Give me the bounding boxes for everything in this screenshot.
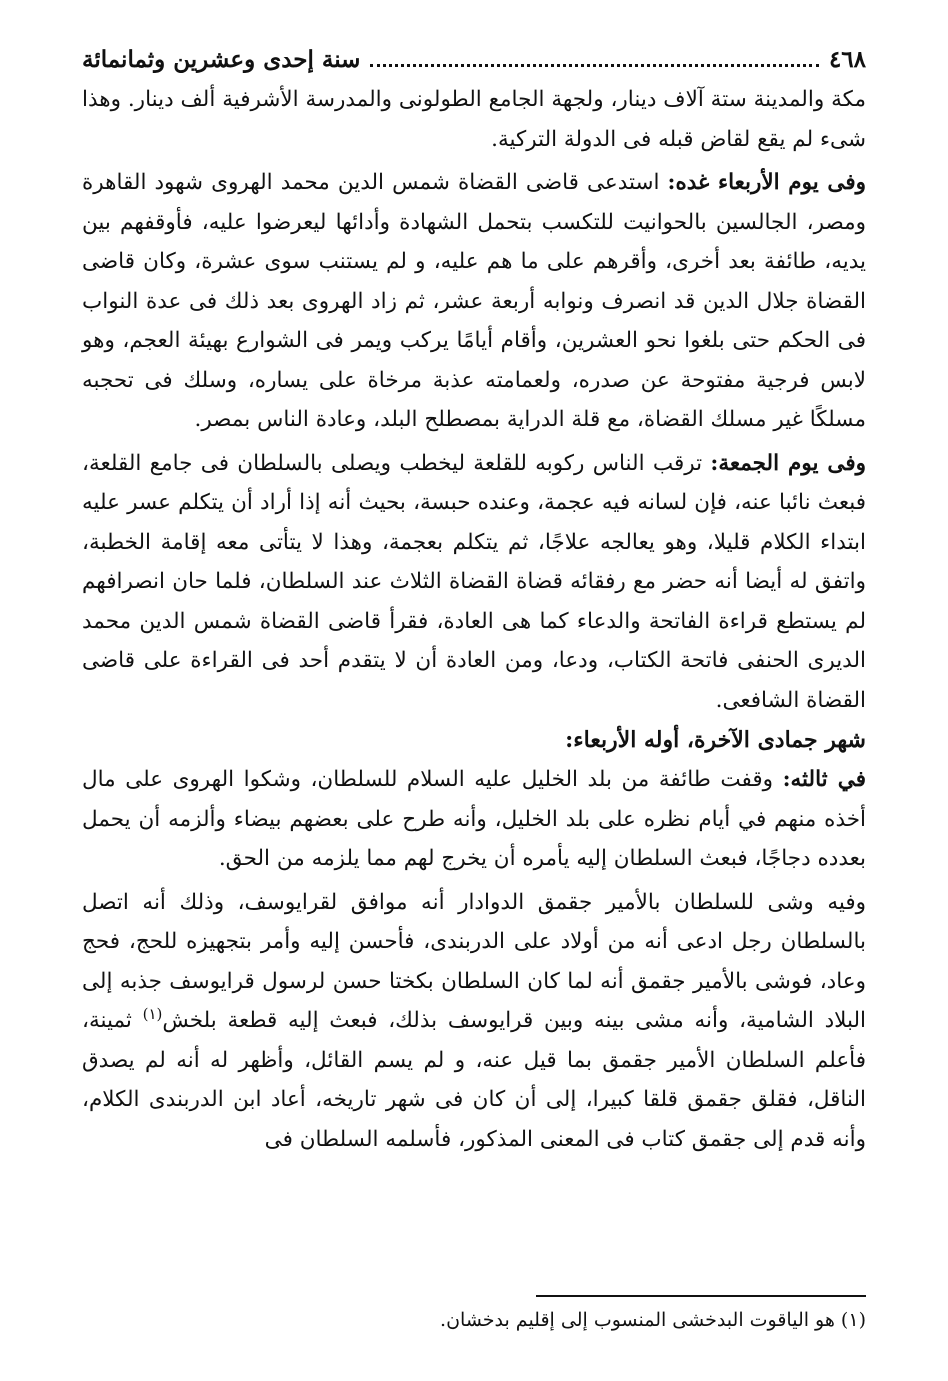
page-body [82,80,866,1159]
paragraph-text: استدعى قاضى القضاة شمس الدين محمد الهروى شهود القاهرة ومصر، الجالسين بالحوانيت للتكسب بتحمل الشهادة وأدائها ليعرضوا عليه، فأوقفهم بين يديه، طائفة بعد أخرى، وأقرهم على ما هم عليه، و لم يستنب سوى عشرة، وكان قاضى القضاة جلال الدين قد انصرف ونوابه أربعة عشر، ثم زاد الهروى بعد ذلك فى عدة النواب فى الحكم حتى بلغوا نحو العشرين، وأقام أيامًا يركب ويمر فى الشوارع بهيئة العجم، وهو لابس فرجية مفتوحة عن صدره، ولعمامته عذبة مرخاة على يساره، وسلك فى تحجبه مسلكًا غير مسلك القضاة، مع قلة الدراية بمصطلح البلد، وعادة الناس بمصر. [82,170,866,432]
paragraph-text: مكة والمدينة ستة آلاف دينار، ولجهة الجامع الطولونى والمدرسة الأشرفية ألف دينار. وهذا شىء لم يقع لقاض قبله فى الدولة التركية. [82,87,866,152]
footnote-divider [536,1295,866,1297]
paragraph-lead: وفى يوم الجمعة: [710,450,866,476]
header-dot-leader [370,64,818,67]
footnote-reference[interactable]: (١) [142,1004,163,1023]
paragraph-lead: وفى يوم الأربعاء غده: [667,170,866,195]
page-number: ٤٦٨ [828,46,866,73]
paragraph-text: ترقب الناس ركوبه للقلعة ليخطب ويصلى بالسلطان فى جامع القلعة، فبعث نائبا عنه، فإن لسانه فيه عجمة، وعنده حبسة، بحيث أنه إذا أراد أن يتكلم عسر عليه ابتداء الكلام قليلا، وهو يعالجه علاجًا، ثم يتكلم بعجمة، وهذا لا يتأتى معه إقامة الخطبة، واتفق له أيضا أنه حضر مع رفقائه قضاة القضاة الثلاث عند السلطان، فلما حان انصرافهم لم يستطع قراءة الفاتحة والدعاء كما هى العادة، فقرأ قاضى القضاة شمس الدين محمد الديرى الحنفى فاتحة الكتاب، ودعا، ومن العادة أن لا يتقدم أحد فى القراءة على قاضى القضاة الشافعى. [82,450,866,713]
paragraph [82,760,866,879]
paragraph-text: ثمينة، فأعلم السلطان الأمير جقمق بما قيل عنه، و لم يسم القائل، وأظهر له أنه لم يصدق الناقل، فقلق جقمق قلقا كبيرا، إلى أن كان فى شهر تاريخه، أعاد ابن الدربندى الكلام، وأنه قدم إلى جقمق كتاب فى المعنى المذكور، فأسلمه السلطان فى [82,1008,866,1152]
paragraph-lead: في ثالثه: [782,767,866,792]
paragraph-text: وقفت طائفة من بلد الخليل عليه السلام للسلطان، وشكوا الهروى على مال أخذه منهم في أيام نظره على بلد الخليل، وأنه طرح على بعضهم بيضاء وألزمه أن يحمل بعدده دجاجًا، فبعث السلطان إليه يأمره أن يخرج لهم مما يلزمه من الحق. [82,767,866,871]
running-title: سنة إحدى وعشرين وثمانمائة [82,46,361,73]
paragraph-text: وفيه وشى للسلطان بالأمير جقمق الدوادار أنه موافق لقرايوسف، وذلك أنه اتصل بالسلطان رجل ادعى أنه من أولاد على الدربندى، فأحسن إليه وأمر بتجهيزه للحج، فحج وعاد، فوشى بالأمير جقمق أنه لما كان السلطان بكختا حسن لرسول قرايوسف جذبه إلى البلاد الشامية، وأنه مشى بينه وبين قرايوسف بذلك، فبعث إليه قطعة بلخش [82,889,866,1033]
paragraph [82,883,866,1160]
paragraph [82,163,866,440]
paragraph [82,80,866,159]
paragraph [82,444,866,721]
footnote: (١) هو الياقوت البدخشى المنسوب إلى إقليم بدخشان. [440,1309,866,1331]
section-heading: شهر جمادى الآخرة، أوله الأربعاء: [565,727,866,753]
page-header [82,40,866,80]
